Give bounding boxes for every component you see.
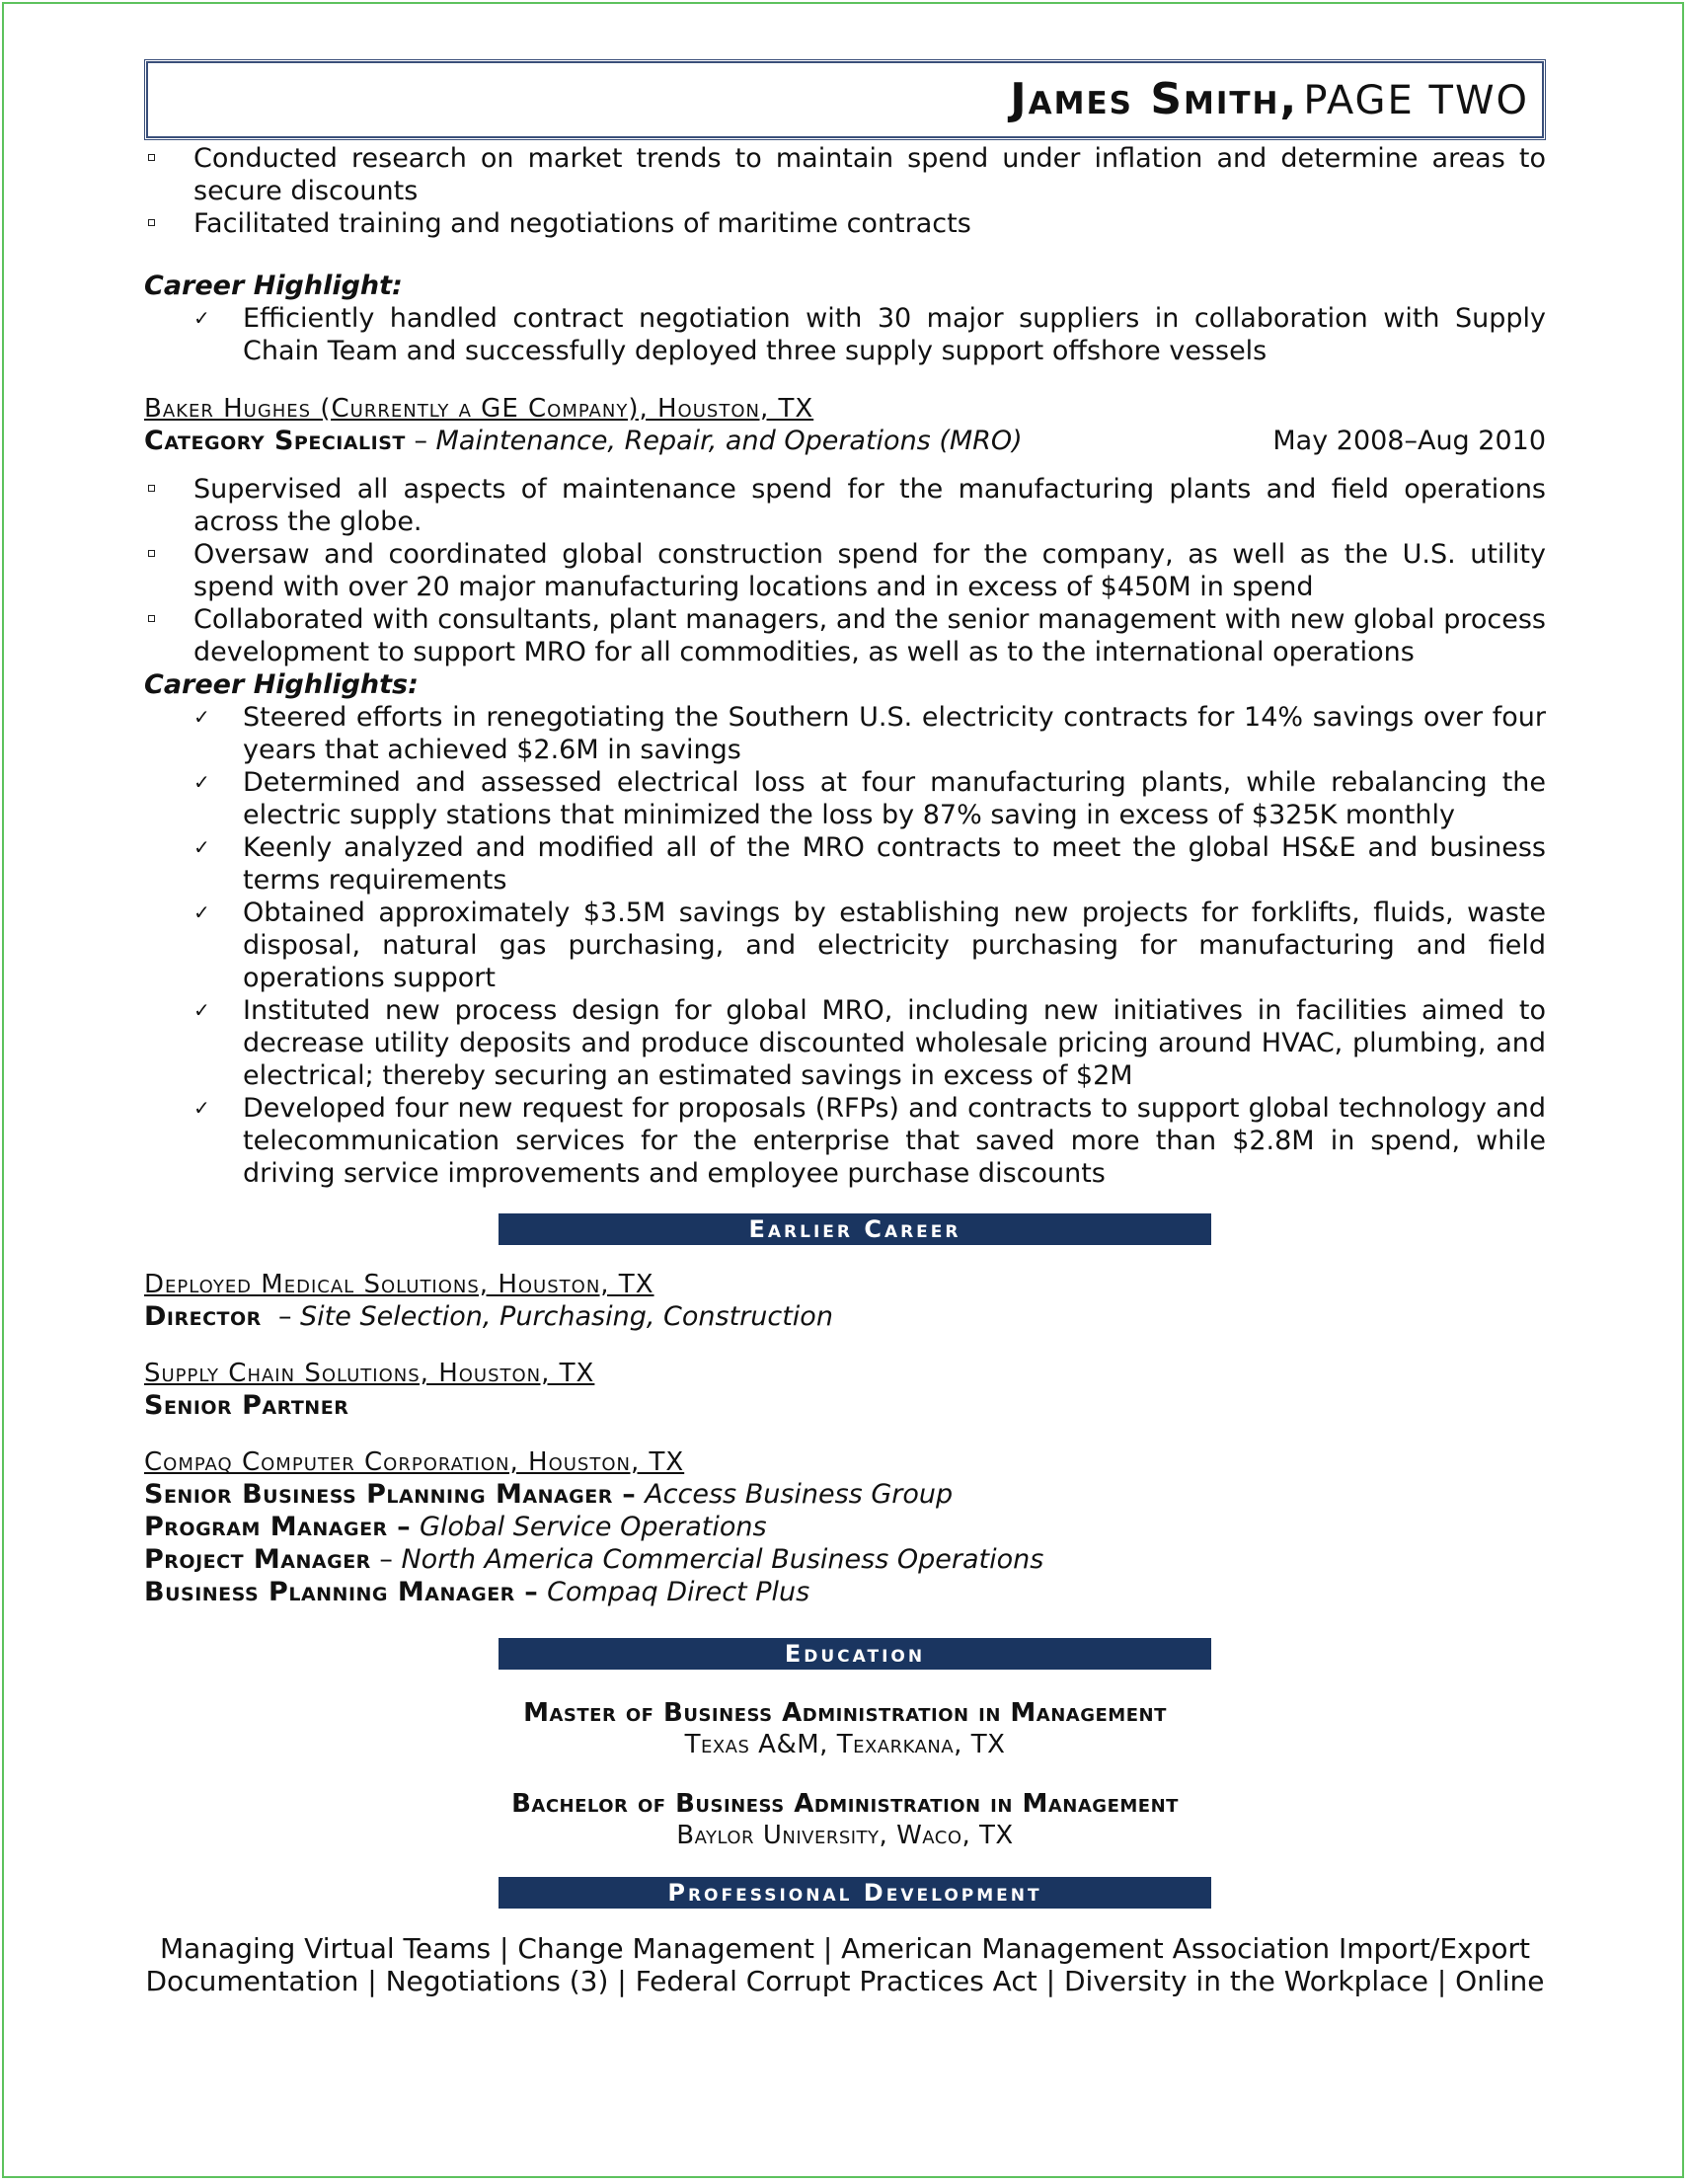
list-item: ✓ Instituted new process design for global MRO, including new initiatives in facilities aimed to decrease utility deposits and produce discounted wholesale pricing around HVAC, plumbing, and electrical; thereby securing an estimated savings in excess of $2M [193, 995, 1546, 1091]
company-name: Deployed Medical Solutions, Houston, TX [144, 1270, 654, 1299]
earlier-career-heading: Earlier Career [499, 1213, 1211, 1245]
role-line: Category Specialist – Maintenance, Repair, and Operations (MRO) May 2008–Aug 2010 [144, 426, 1546, 456]
degree-title: Master of Business Administration in Management [523, 1698, 1167, 1728]
checkmark-icon: ✓ [193, 900, 210, 924]
role-description: Compaq Direct Plus [547, 1577, 810, 1607]
resume-page [144, 59, 1546, 1997]
candidate-name: James Smith, [1010, 74, 1299, 124]
company-name: Baker Hughes (Currently a GE Company), Houston, TX [144, 394, 814, 424]
role-description: Maintenance, Repair, and Operations (MRO) [435, 426, 1023, 456]
name-header [144, 59, 1546, 140]
list-item: Oversaw and coordinated global construction spend for the company, as well as the U.S. utility spend with over 20 major manufacturing locations and in excess of $450M in spend [144, 538, 1546, 603]
company-name: Compaq Computer Corporation, Houston, TX [144, 1447, 685, 1477]
list-item: ✓ Efficiently handled contract negotiation with 30 major suppliers in collaboration with Supply Chain Team and successfully deployed three supply support offshore vessels [193, 303, 1546, 366]
role-title: Senior Partner [144, 1390, 349, 1421]
list-item: ✓ Keenly analyzed and modified all of the MRO contracts to meet the global HS&E and business terms requirements [193, 832, 1546, 896]
degree-title: Bachelor of Business Administration in Management [511, 1789, 1179, 1819]
career-highlight-title: Career Highlight: [144, 271, 403, 301]
prodev-line: Managing Virtual Teams | Change Management | American Management Association Import/Export [159, 1932, 1531, 1965]
company-name: Supply Chain Solutions, Houston, TX [144, 1359, 595, 1388]
checkmark-icon: ✓ [193, 306, 210, 330]
role-line [144, 1389, 1546, 1422]
role-title: Category Specialist [144, 426, 406, 456]
page-label: PAGE TWO [1303, 78, 1529, 123]
prodev-line: Documentation | Negotiations (3) | Federal Corrupt Practices Act | Diversity in the Workplace | Online [145, 1965, 1545, 1997]
role-description: North America Commercial Business Operations [401, 1544, 1044, 1575]
role-line: Senior Business Planning Manager – Access Business Group [144, 1479, 954, 1510]
checkmark-icon: ✓ [193, 835, 210, 859]
role-line: Project Manager – North America Commercial Business Operations [144, 1544, 1044, 1575]
list-item: ✓ Obtained approximately $3.5M savings by establishing new projects for forklifts, fluids, waste disposal, natural gas purchasing, and electricity purchasing for manufacturing and field operations support [193, 897, 1546, 993]
career-highlights-list [144, 701, 1546, 1190]
date-range: May 2008–Aug 2010 [1272, 426, 1546, 456]
role-title: Business Planning Manager [144, 1577, 515, 1607]
list-item: ✓ Developed four new request for proposals (RFPs) and contracts to support global technology and telecommunication services for the enterprise that saved more than $2.8M in spend, while driving service improvements and employee purchase discounts [193, 1093, 1546, 1189]
role-title: Project Manager [144, 1544, 371, 1575]
role-title: Program Manager [144, 1512, 388, 1542]
role-title: Senior Business Planning Manager [144, 1479, 613, 1510]
degree-entry [144, 1788, 1546, 1851]
school-name: Texas A&M, Texarkana, TX [684, 1730, 1006, 1759]
checkmark-icon: ✓ [193, 705, 210, 729]
role-title: Director [144, 1301, 262, 1332]
role-description: Site Selection, Purchasing, Construction [300, 1301, 833, 1332]
job-bullet-list [144, 473, 1546, 668]
list-item: Supervised all aspects of maintenance spend for the manufacturing plants and field operations across the globe. [144, 473, 1546, 538]
list-item: Conducted research on market trends to maintain spend under inflation and determine areas to secure discounts [144, 142, 1546, 207]
checkmark-icon: ✓ [193, 1096, 210, 1120]
school-name: Baylor University, Waco, TX [676, 1821, 1014, 1850]
role-line: Business Planning Manager – Compaq Direct Plus [144, 1577, 810, 1607]
role-description: Global Service Operations [420, 1512, 767, 1542]
role-line: Director – Site Selection, Purchasing, Construction [144, 1301, 833, 1332]
top-bullet-list [144, 142, 1546, 240]
degree-entry [144, 1697, 1546, 1760]
professional-development-list [144, 1932, 1546, 1997]
career-highlights-title: Career Highlights: [144, 669, 419, 700]
checkmark-icon: ✓ [193, 998, 210, 1022]
role-description: Access Business Group [645, 1479, 954, 1510]
list-item: Facilitated training and negotiations of maritime contracts [144, 207, 1546, 240]
role-line: Program Manager – Global Service Operations [144, 1512, 767, 1542]
professional-development-heading: Professional Development [499, 1877, 1211, 1909]
career-highlight-list [144, 302, 1546, 367]
list-item: Collaborated with consultants, plant managers, and the senior management with new global process development to support MRO for all commodities, as well as to the international operations [144, 603, 1546, 668]
checkmark-icon: ✓ [193, 770, 210, 794]
list-item: ✓ Steered efforts in renegotiating the Southern U.S. electricity contracts for 14% savings over four years that achieved $2.6M in savings [193, 702, 1546, 765]
education-heading: Education [499, 1638, 1211, 1670]
list-item: ✓ Determined and assessed electrical loss at four manufacturing plants, while rebalancing the electric supply stations that minimized the loss by 87% saving in excess of $325K monthly [193, 767, 1546, 830]
